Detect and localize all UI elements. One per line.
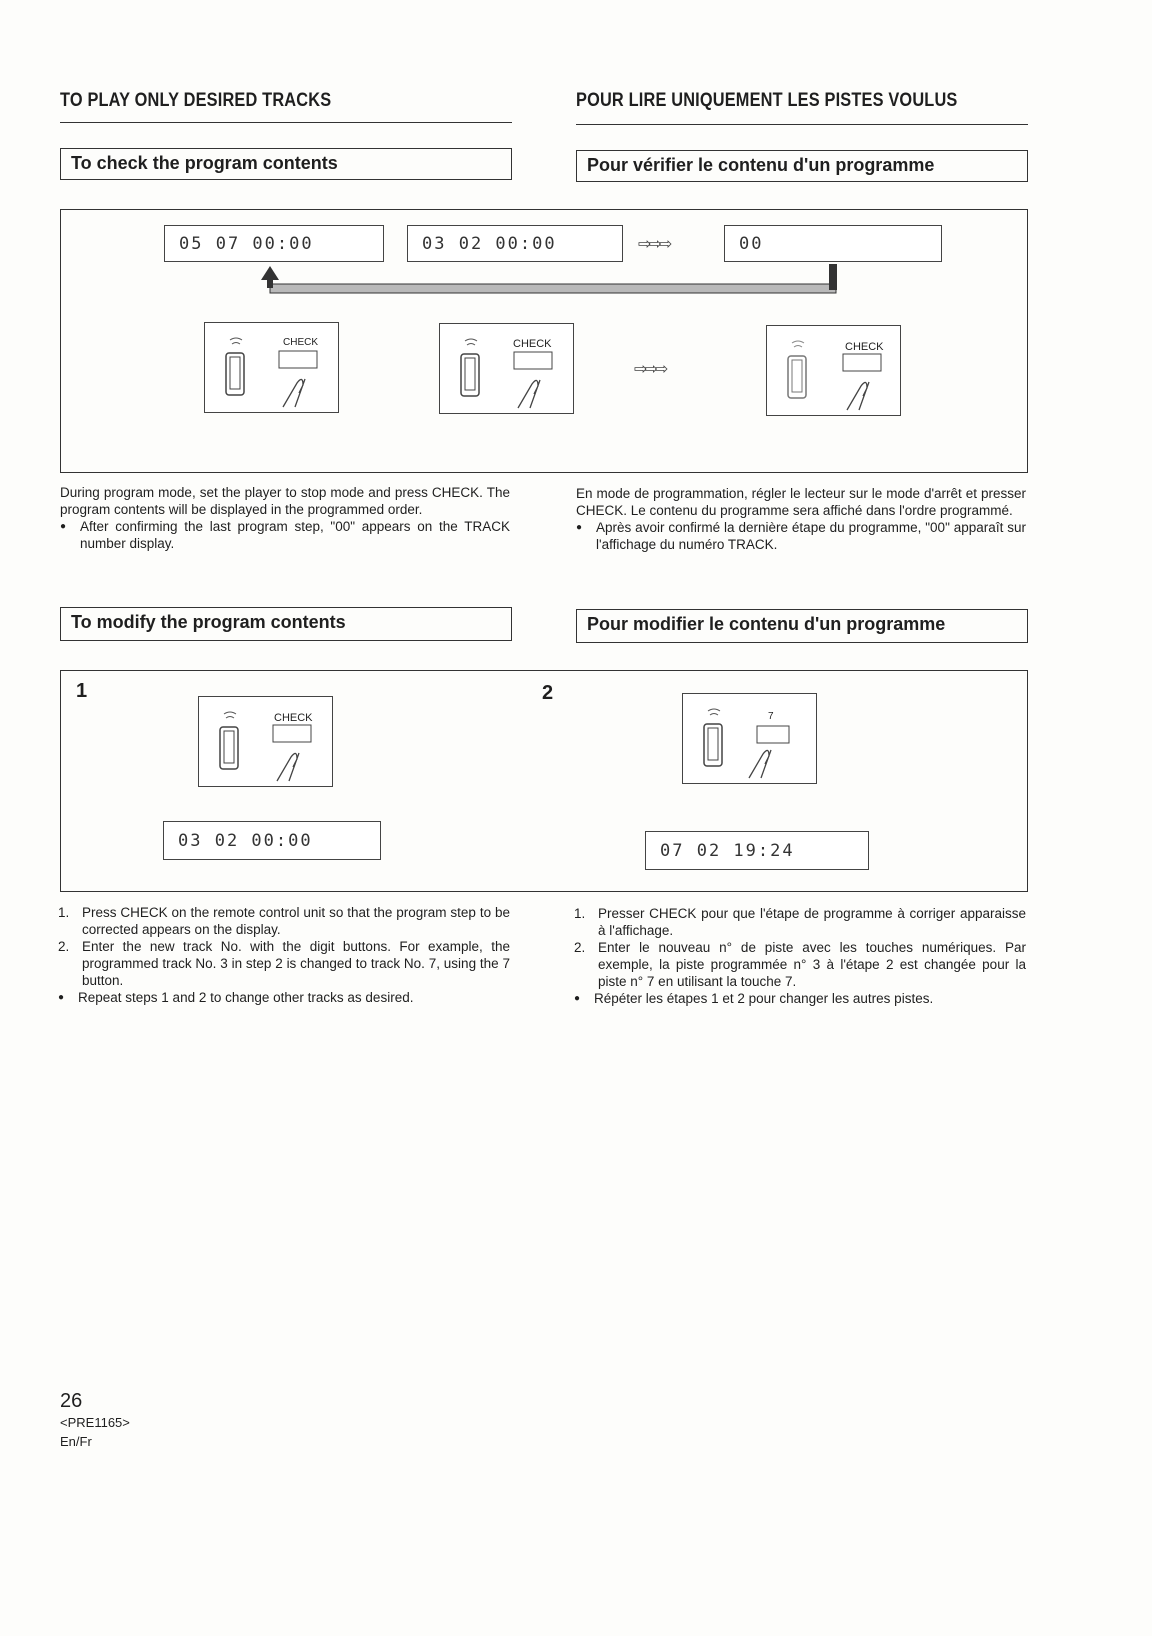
remote-check-label-1: CHECK xyxy=(283,337,319,348)
check-bullet-fr: ● Après avoir confirmé la dernière étape du programme, "00" apparaît sur l'affichage du numéro TRACK. xyxy=(576,519,1026,553)
language-code: En/Fr xyxy=(60,1434,92,1449)
remote-step2-panel xyxy=(682,693,817,784)
remote-hand-icon xyxy=(683,694,815,782)
check-description-fr xyxy=(576,485,1026,553)
modify-instructions-fr xyxy=(574,905,1026,1007)
step-number-1: 1 xyxy=(76,680,88,702)
french-main-heading: POUR LIRE UNIQUEMENT LES PISTES VOULUS xyxy=(576,90,958,111)
english-main-heading: TO PLAY ONLY DESIRED TRACKS xyxy=(60,90,332,111)
modify-subheading-fr: Pour modifier le contenu d'un programme xyxy=(576,609,1028,643)
modify-step-fr-2: 2. Enter le nouveau n° de piste avec les touches numériques. Par exemple, la piste programmée n° 3 à l'étape 2 est changée pour la piste n° 7 en utilisant la touche 7. xyxy=(574,940,1026,989)
check-subheading-en: To check the program contents xyxy=(60,148,512,180)
remote-check-panel-2 xyxy=(439,323,574,414)
step-number-2: 2 xyxy=(542,682,554,704)
remote-check-label-3: CHECK xyxy=(845,341,884,353)
check-description-en xyxy=(60,484,510,552)
modify-step-en-1: 1. Press CHECK on the remote control unit so that the program step to be corrected appears on the display. xyxy=(58,905,510,937)
remote-step1-label: CHECK xyxy=(274,712,313,724)
remote-step1-panel xyxy=(198,696,333,787)
modify-step-en-2: 2. Enter the new track No. with the digit buttons. For example, the programmed track No. 3 in step 2 is changed to track No. 7, using the 7 button. xyxy=(58,939,510,988)
lcd-display-second-step: 03 02 00:00 xyxy=(407,225,623,262)
modify-subheading-en: To modify the program contents xyxy=(60,607,512,641)
remote-check-label-2: CHECK xyxy=(513,338,552,350)
remote-hand-icon xyxy=(440,324,572,412)
modify-instructions-en xyxy=(58,904,510,1006)
check-subheading-fr: Pour vérifier le contenu d'un programme xyxy=(576,150,1028,182)
check-paragraph-en: During program mode, set the player to stop mode and press CHECK. The program contents will be displayed in the programmed order. xyxy=(60,485,510,517)
check-bullet-en: ● After confirming the last program step, "00" appears on the TRACK number display. xyxy=(60,518,510,552)
lcd-display-step2: 07 02 19:24 xyxy=(645,831,869,870)
page-number: 26 xyxy=(60,1390,83,1412)
return-arrow-icon xyxy=(258,262,848,302)
lcd-display-step1: 03 02 00:00 xyxy=(163,821,381,860)
modify-bullet-fr: ● Répéter les étapes 1 et 2 pour changer les autres pistes. xyxy=(574,990,1026,1007)
sequence-arrow-icon: ⇨⇨⇨ xyxy=(638,236,670,253)
modify-bullet-en: ● Repeat steps 1 and 2 to change other tracks as desired. xyxy=(58,989,510,1006)
lcd-display-first-step: 05 07 00:00 xyxy=(164,225,384,262)
remote-check-panel-3 xyxy=(766,325,901,416)
english-heading-rule xyxy=(60,122,512,123)
remote-step2-label: 7 xyxy=(768,711,774,722)
modify-step-fr-1: 1. Presser CHECK pour que l'étape de programme à corriger apparaisse à l'affichage. xyxy=(574,906,1026,938)
sequence-arrow-icon-2: ⇨⇨⇨ xyxy=(634,361,666,378)
check-paragraph-fr: En mode de programmation, régler le lecteur sur le mode d'arrêt et presser CHECK. Le contenu du programme sera affiché dans l'ordre programmé. xyxy=(576,486,1026,518)
french-heading-rule xyxy=(576,124,1028,125)
lcd-display-end-zero: 00 xyxy=(724,225,942,262)
remote-check-panel-1 xyxy=(204,322,339,413)
model-code: <PRE1165> xyxy=(60,1415,130,1430)
remote-hand-icon xyxy=(199,697,331,785)
remote-hand-icon xyxy=(767,326,899,414)
